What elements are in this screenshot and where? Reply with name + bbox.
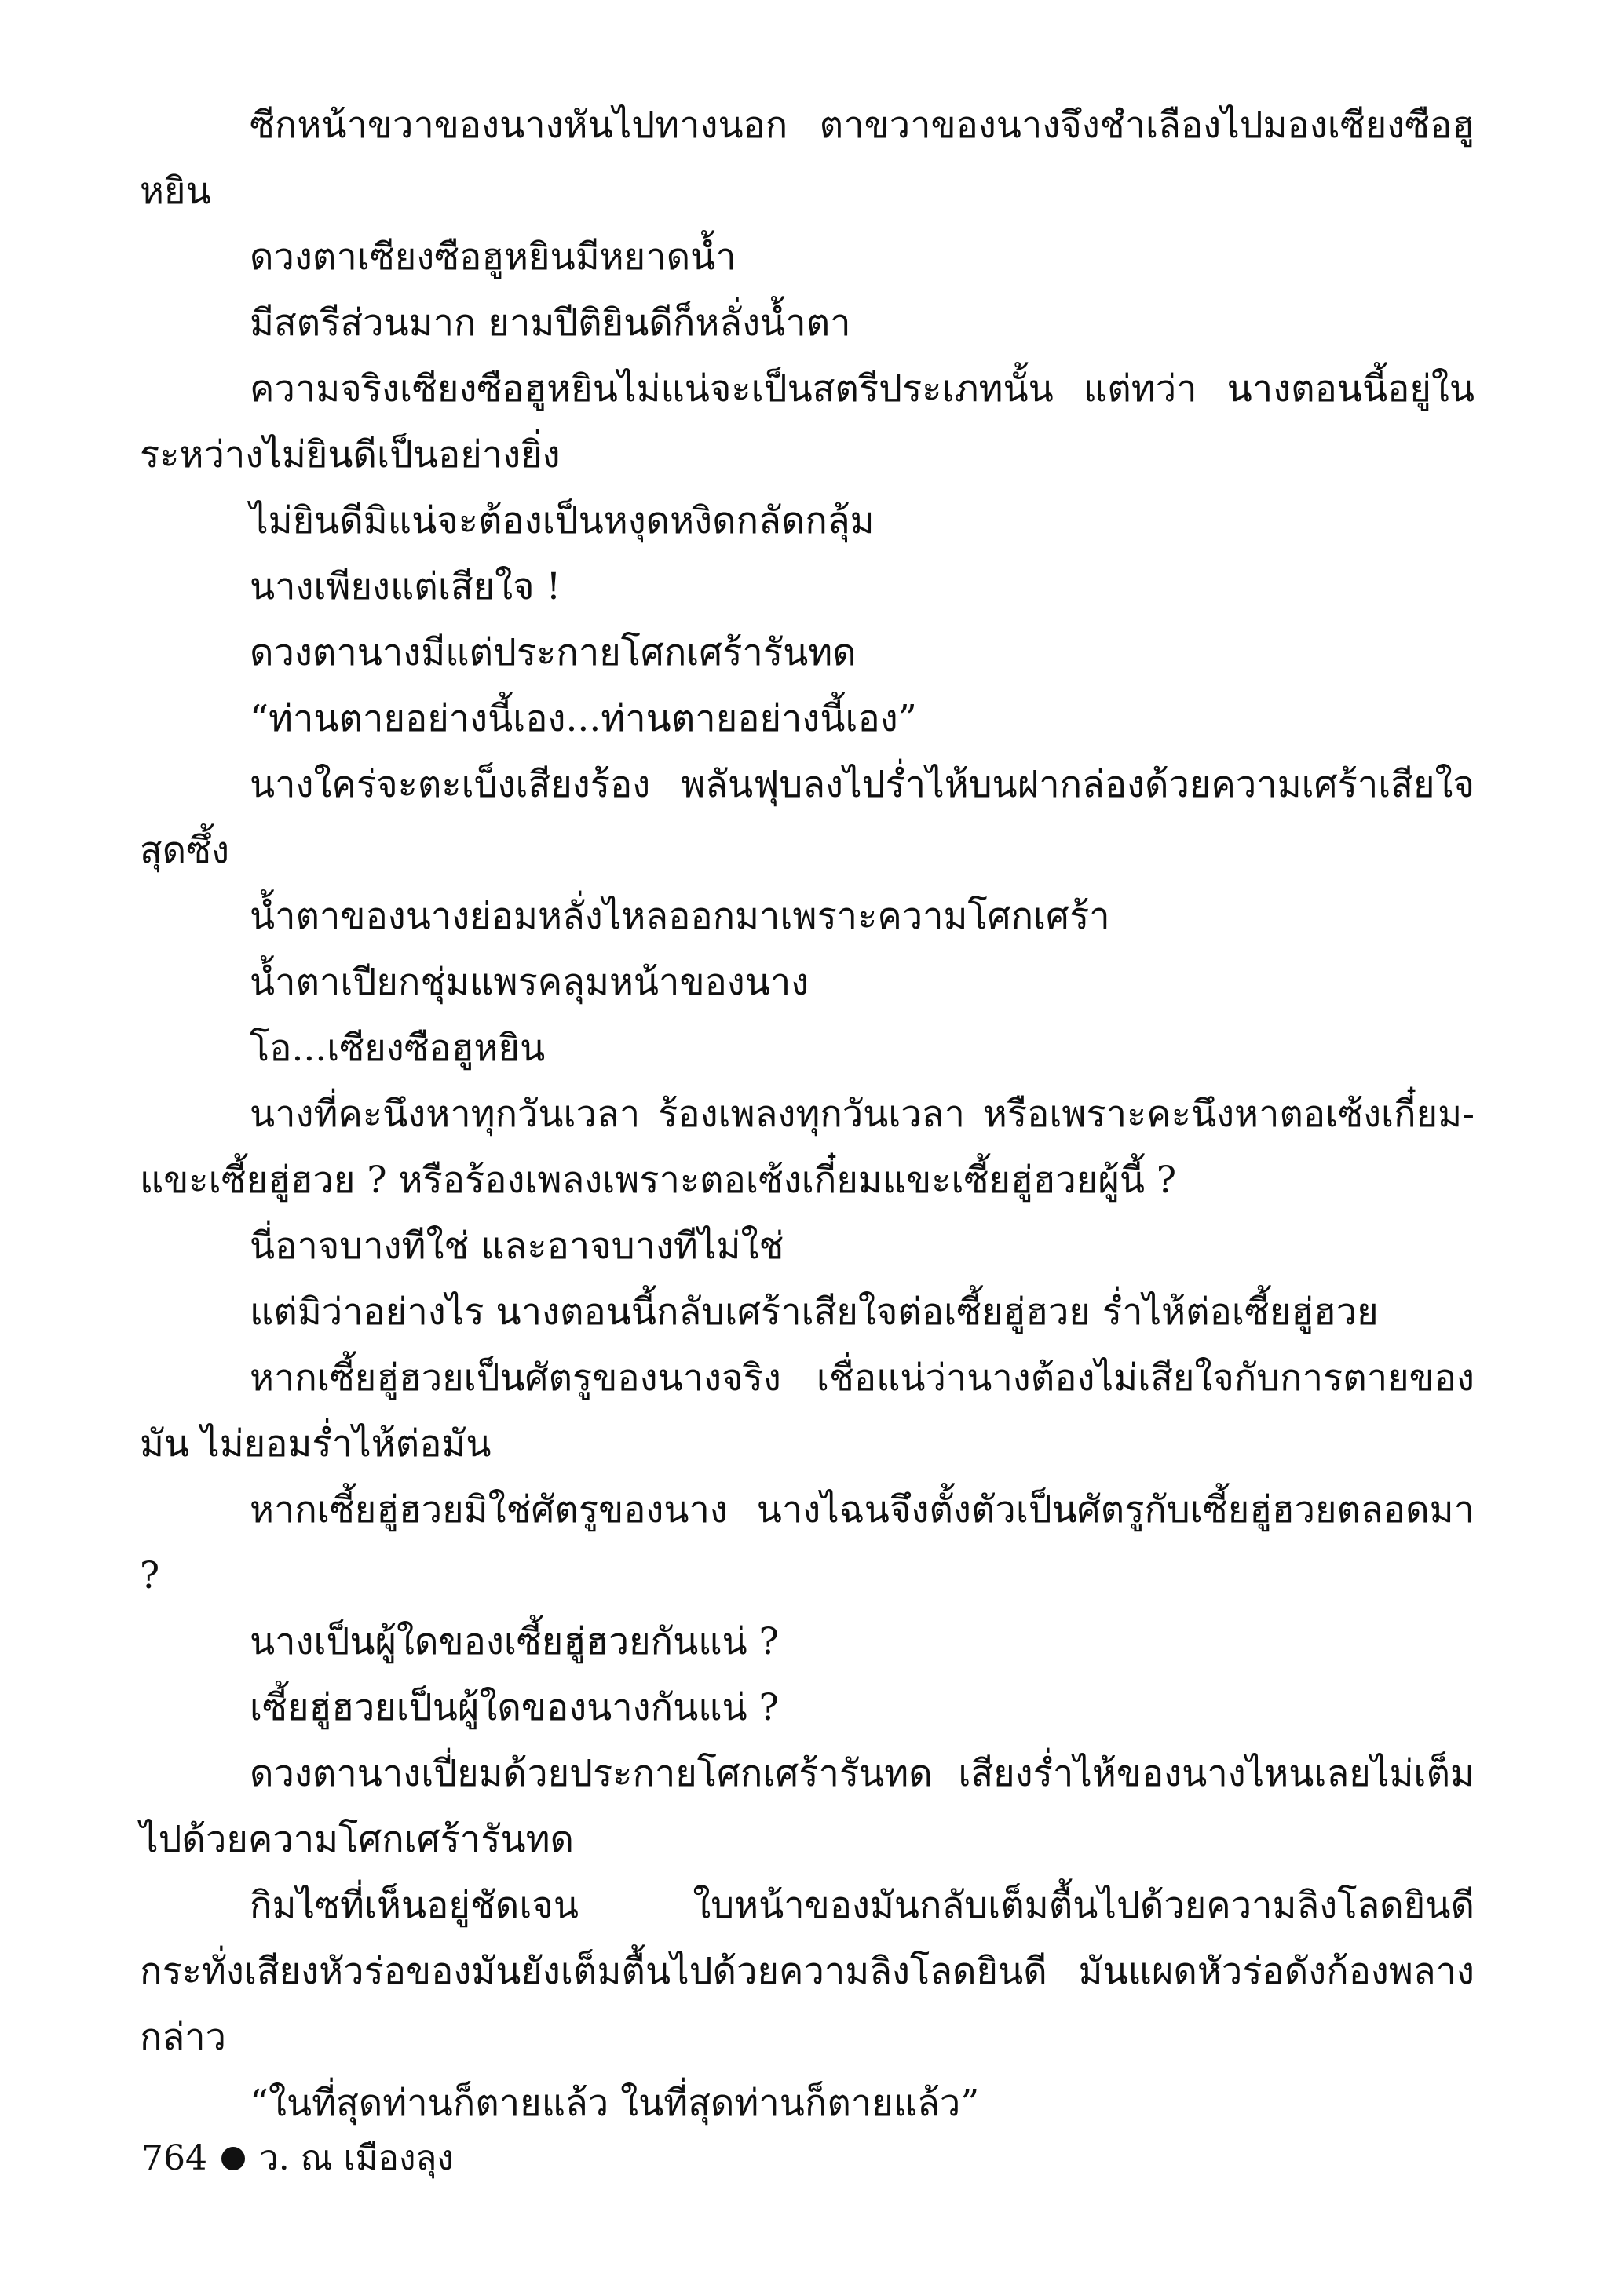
paragraph: นางที่คะนึงหาทุกวันเวลา ร้องเพลงทุกวันเวลา หรือเพราะคะนึงหาตอเซ้งเกี๋ยม-แขะเซี้ยฮู่ฮวย ? หรือร้องเพลงเพราะตอเซ้งเกี๋ยมแขะเซี้ยฮู่ฮวยผู้นี้ ?: [140, 1093, 1475, 1202]
paragraph: ดวงตานางเปี่ยมด้วยประกายโศกเศร้ารันทด เสียงร่ำไห้ของนางไหนเลยไม่เต็มไปด้วยความโศกเศร้ารันทด: [140, 1752, 1475, 1861]
paragraph: “ในที่สุดท่านก็ตายแล้ว ในที่สุดท่านก็ตายแล้ว”: [250, 2082, 980, 2125]
bullet-icon: [221, 2147, 245, 2170]
paragraph: นางเพียงแต่เสียใจ !: [250, 565, 561, 608]
paragraph: เซี้ยฮู่ฮวยเป็นผู้ใดของนางกันแน่ ?: [250, 1686, 779, 1729]
paragraph: ไม่ยินดีมิแน่จะต้องเป็นหงุดหงิดกลัดกลุ้ม: [250, 499, 875, 542]
paragraph: น้ำตาของนางย่อมหลั่งไหลออกมาเพราะความโศกเศร้า: [250, 895, 1110, 938]
paragraph: มีสตรีส่วนมาก ยามปีติยินดีก็หลั่งน้ำตา: [250, 301, 851, 345]
body-text: [140, 93, 1475, 2137]
page-number: 764: [141, 2138, 207, 2178]
paragraph: หากเซี้ยฮู่ฮวยเป็นศัตรูของนางจริง เชื่อแน่ว่านางต้องไม่เสียใจกับการตายของมัน ไม่ยอมร่ำไห้ต่อมัน: [140, 1356, 1475, 1466]
paragraph: “ท่านตายอย่างนี้เอง...ท่านตายอย่างนี้เอง”: [250, 697, 917, 740]
paragraph: นางเป็นผู้ใดของเซี้ยฮู่ฮวยกันแน่ ?: [250, 1620, 779, 1663]
paragraph: หากเซี้ยฮู่ฮวยมิใช่ศัตรูของนาง นางไฉนจึงตั้งตัวเป็นศัตรูกับเซี้ยฮู่ฮวยตลอดมา ?: [140, 1488, 1475, 1597]
paragraph: ซีกหน้าขวาของนางหันไปทางนอก ตาขวาของนางจึงชำเลืองไปมองเซียงซือฮูหยิน: [140, 104, 1475, 213]
paragraph: ดวงตาเซียงซือฮูหยินมีหยาดน้ำ: [250, 235, 736, 279]
paragraph: แต่มิว่าอย่างไร นางตอนนี้กลับเศร้าเสียใจต่อเซี้ยฮู่ฮวย ร่ำไห้ต่อเซี้ยฮู่ฮวย: [250, 1290, 1379, 1334]
paragraph: กิมไซที่เห็นอยู่ชัดเจน ใบหน้าของมันกลับเต็มตื้นไปด้วยความลิงโลดยินดี กระทั่งเสียงหัวร่อของมันยังเต็มตื้นไปด้วยความลิงโลดยินดี มันแผดหัวร่อดังก้องพลางกล่าว: [140, 1884, 1475, 2059]
paragraph: น้ำตาเปียกชุ่มแพรคลุมหน้าของนาง: [250, 961, 809, 1004]
paragraph: ดวงตานางมีแต่ประกายโศกเศร้ารันทด: [250, 631, 857, 674]
paragraph: นี่อาจบางทีใช่ และอาจบางทีไม่ใช่: [250, 1225, 784, 1268]
page-footer: [141, 2135, 454, 2182]
author-name: ว. ณ เมืองลุง: [258, 2138, 454, 2178]
paragraph: ความจริงเซียงซือฮูหยินไม่แน่จะเป็นสตรีประเภทนั้น แต่ทว่า นางตอนนี้อยู่ในระหว่างไม่ยินดีเป็นอย่างยิ่ง: [140, 367, 1475, 476]
paragraph: นางใคร่จะตะเบ็งเสียงร้อง พลันฟุบลงไปร่ำไห้บนฝากล่องด้วยความเศร้าเสียใจสุดซึ้ง: [140, 763, 1475, 872]
paragraph: โอ...เซียงซือฮูหยิน: [250, 1027, 546, 1070]
